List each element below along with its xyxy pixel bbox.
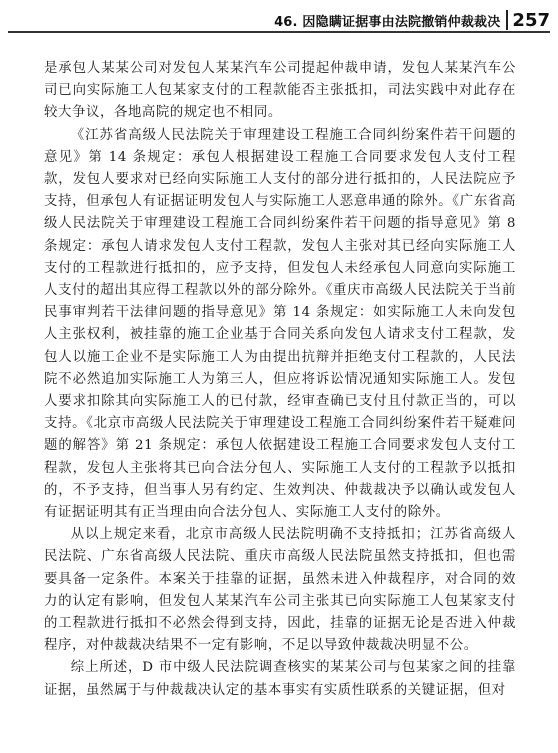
header-divider	[506, 10, 508, 30]
paragraph-2: 《江苏省高级人民法院关于审理建设工程施工合同纠纷案件若干问题的意见》第 14 条规定：承包人根据建设工程施工合同要求发包人支付工程款，发包人要求对已经向实际施工人支付的部分进行抵扣的，人民法院应予支持，但承包人有证据证明发包人与实际施工人恶意串通的除外。《广东省高级人民法院关于审理建设工程施工合同纠纷案件若干问题的指导意见》第 8 条规定：承包人请求发包人支付工程款，发包人主张对其已经向实际施工人支付的工程款进行抵扣的，应予支持，但发包人未经承包人同意向实际施工人支付的超出其应得工程款以外的部分除外。《重庆市高级人民法院关于当前民事审判若干法律问题的指导意见》第 14 条规定：如实际施工人未向发包人主张权利，被挂靠的施工企业基于合同关系向发包人请求支付工程款，发包人以施工企业不是实际施工人为由提出抗辩并拒绝支付工程款的，人民法院不必然追加实际施工人为第三人，但应将诉讼情况通知实际施工人。发包人要求扣除其向实际施工人的已付款，经审查确已支付且付款正当的，可以支持。《北京市高级人民法院关于审理建设工程施工合同纠纷案件若干疑难问题的解答》第 21 条规定：承包人依据建设工程施工合同要求发包人支付工程款，发包人主张将其已向合法分包人、实际施工人支付的工程款予以抵扣的，不予支持，但当事人另有约定、生效判决、仲裁裁决予以确认或发包人有证据证明其有正当理由向合法分包人、实际施工人支付的除外。	[44, 127, 516, 521]
paragraph-1: 是承包人某某公司对发包人某某汽车公司提起仲裁申请，发包人某某汽车公司已向实际施工人包某家支付的工程款能否主张抵扣，司法实践中对此存在较大争议，各地高院的规定也不相同。	[44, 61, 516, 121]
body-text	[44, 58, 516, 702]
paragraph-3: 从以上规定来看，北京市高级人民法院明确不支持抵扣；江苏省高级人民法院、广东省高级人民法院、重庆市高级人民法院虽然支持抵扣，但也需要具备一定条件。本案关于挂靠的证据，虽然未进入仲裁程序，对合同的效力的认定有影响，但发包人某某汽车公司主张其已向实际施工人包某家支付的工程款进行抵扣不必然会得到支持，因此，挂靠的证据无论是否进入仲裁程序，对仲裁裁决结果不一定有影响，不足以导致仲裁裁决明显不公。	[44, 527, 516, 654]
header-rule	[8, 31, 550, 33]
running-title: 46. 因隐瞒证据事由法院撤销仲裁裁决	[274, 14, 501, 30]
page-number: 257	[512, 9, 550, 31]
page-header	[274, 10, 550, 30]
paragraph-4: 综上所述，D 市中级人民法院调查核实的某某公司与包某家之间的挂靠证据，虽然属于与仲裁裁决认定的基本事实有实质性联系的关键证据，但对	[44, 660, 516, 698]
